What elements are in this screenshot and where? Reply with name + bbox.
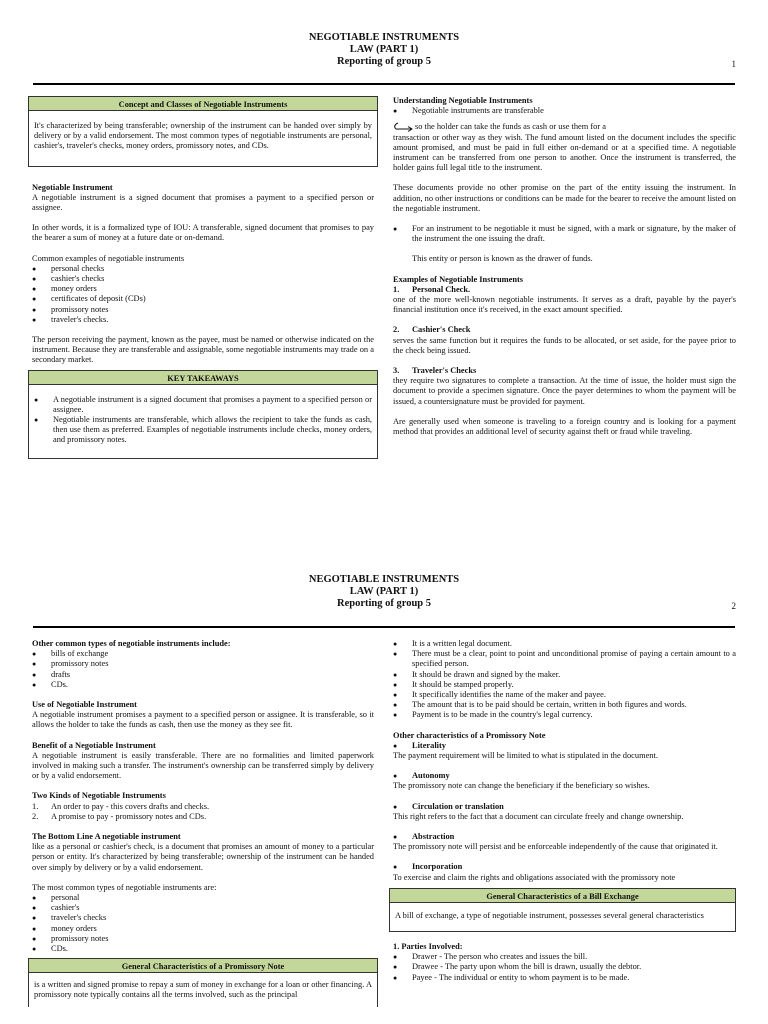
negotiable-instrument-text: A negotiable instrument is a signed document that promises a payment to a specified person or assignee. [32,192,374,213]
promissory-box-title: General Characteristics of a Promissory Note [28,958,378,973]
right-column [393,96,736,437]
concept-box-title: Concept and Classes of Negotiable Instruments [28,96,378,111]
use-heading: Use of Negotiable Instrument [32,700,137,710]
list-item: ● promissory notes [32,934,374,944]
list-item: ● certificates of deposit (CDs) [32,294,374,304]
examples-heading: Examples of Negotiable Instruments [393,274,524,284]
header-rule [33,626,735,628]
example-2-number: 2. [393,325,400,335]
example-1-label: Personal Check. [412,284,471,294]
key-takeaways-title: KEY TAKEAWAYS [28,370,378,385]
bill-box-text: A bill of exchange, a type of negotiable instrument, possesses several general characteristics [395,910,704,920]
other-types-heading: Other common types of negotiable instruments include: [32,639,231,648]
benefit-heading: Benefit of a Negotiable Instrument [32,740,156,750]
bottom-line-heading: The Bottom Line A negotiable instrument [32,832,181,842]
bill-box-title: General Characteristics of a Bill Exchange [389,888,736,903]
list-item: ● CDs. [32,944,374,954]
characteristic-title: ● Literality [393,741,736,751]
bottom-line-text: like as a personal or cashier's check, is a document that promises an amount of money to a particular person or entity. It's characterized by being transferable; ownership of the instrument can be handed over simply by delivery or by a valid endorsement. [32,842,374,872]
list-item: ● cashier's checks [32,274,374,284]
list-item: ● Negotiable instruments are transferable, which allows the recipient to take the funds as cash, then use them as preferred. Examples of negotiable instruments include checks, money orders, and promissory notes. [34,415,372,446]
example-3-text: they require two signatures to complete a transaction. At the time of issue, the holder must sign the document to provide a specimen signature. Once the payer determines to whom the payment will be issued, a countersignature must be provided for payment. [393,376,736,406]
list-item: ● promissory notes [32,659,374,669]
header-title: NEGOTIABLE INSTRUMENTS [308,574,460,585]
example-1-title [393,285,736,295]
characteristic-text: The promissory note will persist and be enforceable independently of the cause that originated it. [393,842,718,852]
list-item [32,802,374,812]
no-other-promise-text: These documents provide no other promise on the part of the entity issuing the instrument. In addition, no other instructions or conditions can be made for the bearer to receive the amount listed on the negotiable instrument. [393,183,736,213]
other-types-list [32,649,374,690]
left-column [28,639,378,1007]
page-2 [0,568,768,1024]
list-item: ● It is a written legal document. [393,639,736,649]
example-3-title [393,366,736,376]
page-number: 2 [731,601,736,611]
list-item: ● drafts [32,670,374,680]
arrow-text: so the holder can take the funds as cash or use them for a [415,122,606,132]
list-item: ● For an instrument to be negotiable it must be signed, with a mark or signature, by the maker of the instrument the one issuing the draft. [393,224,736,244]
example-2-title [393,325,736,335]
promissory-bullets [393,639,736,721]
use-text: A negotiable instrument promises a payment to a specified person or assignee. It is transferable, so it allows the holder to take the funds as cash, then use the money as they see fit. [32,710,374,730]
list-item: ● money orders [32,284,374,294]
list-number: 2. [32,811,39,821]
list-number: 1. [32,801,39,811]
list-item: ● It specifically identifies the name of the maker and payee. [393,690,736,700]
example-2-label: Cashier's Check [412,325,471,335]
bill-exchange-box [389,888,736,932]
understanding-text: transaction or other way as they wish. The fund amount listed on the document includes the specific amount promised, and must be paid in full either on-demand or at a specified time. A negotiable instrument can be transferred from one person to another. Once the instrument is transferred, the holder gains full legal title to the instrument. [393,132,736,173]
characteristic-text: The promissory note can change the beneficiary if the beneficiary so wishes. [393,781,650,791]
other-characteristics-heading: Other characteristics of a Promissory Note [393,730,546,740]
characteristic-title: ● Autonomy [393,771,736,781]
header-subtitle: LAW (PART 1) [349,586,419,597]
list-item: ● traveler's checks. [32,315,374,325]
list-item: ● personal [32,893,374,903]
page-header [0,32,768,68]
header-subtitle: LAW (PART 1) [349,44,419,55]
list-item: ● bills of exchange [32,649,374,659]
page-header [0,574,768,610]
arrow-line [393,122,736,132]
list-item: ● There must be a clear, point to point and unconditional promise of paying a certain amount to a specified person. [393,649,736,669]
takeaways-list [34,395,372,446]
most-common-list [32,893,374,954]
two-kinds-list [32,802,374,822]
header-rule [33,83,735,85]
examples-intro: Common examples of negotiable instruments [32,253,185,263]
list-text: A promise to pay - promissory notes and CDs. [51,811,207,821]
header-title: NEGOTIABLE INSTRUMENTS [308,32,460,43]
parties-heading: 1. Parties Involved: [393,942,463,952]
promissory-note-box [28,958,378,1006]
list-item: ● cashier's [32,903,374,913]
concept-box [28,96,378,167]
header-group: Reporting of group 5 [336,598,432,609]
header-group: Reporting of group 5 [336,56,432,67]
right-column [393,639,736,983]
curved-arrow-icon [393,122,415,132]
parties-list [393,952,736,983]
characteristic-text: The payment requirement will be limited to what is stipulated in the document. [393,751,658,761]
list-item: ● It should be drawn and signed by the maker. [393,670,736,680]
list-item: ● The amount that is to be paid should be certain, written in both figures and words. [393,700,736,710]
list-item: ● It should be stamped properly. [393,680,736,690]
example-2-text: serves the same function but it requires the funds to be allocated, or set aside, for the payee prior to the check being issued. [393,335,736,355]
understanding-heading: Understanding Negotiable Instruments [393,96,533,105]
payee-text: The person receiving the payment, known as the payee, must be named or otherwise indicated on the instrument. Because they are transferable and assignable, some negotiable instruments may trade on a secondary market. [32,335,374,365]
list-item: ● CDs. [32,680,374,690]
key-takeaways-box [28,370,378,459]
list-item: ● Negotiable instruments are transferable [393,106,736,116]
page-number: 1 [731,59,736,69]
promissory-box-text: is a written and signed promise to repay a sum of money in exchange for a loan or other financing. A promissory note typically contains all the terms involved, such as the principal [34,980,372,1000]
list-item: ● traveler's checks [32,913,374,923]
example-1-text: one of the more well-known negotiable instruments. It serves as a draft, payable by the payer's financial institution once it's received, in the exact amount specified. [393,295,736,315]
characteristic-title: ● Incorporation [393,862,736,872]
most-common-intro: The most common types of negotiable instruments are: [32,882,217,892]
list-item: ● Payment is to be made in the country's legal currency. [393,710,736,720]
list-item: ● Drawer - The person who creates and issues the bill. [393,952,736,962]
example-3-text-2: Are generally used when someone is traveling to a foreign country and is looking for a payment method that provides an additional level of security against theft or fraud while traveling. [393,416,736,437]
benefit-text: A negotiable instrument is easily transferable. There are no formalities and limited paperwork involved in making such a transfer. The instrument's ownership can be transferred simply by delivery or by a valid endorsement. [32,750,374,781]
list-item: ● Drawee - The party upon whom the bill is drawn, usually the debtor. [393,962,736,972]
list-item: ● money orders [32,924,374,934]
concept-box-text: It's characterized by being transferable; ownership of the instrument can be handed over simply by delivery or by a valid endorsement. The most common types of negotiable instruments are personal, cashier's, traveler's checks, money orders, promissory notes, and CDs. [34,121,372,151]
list-item: ● Payee - The individual or entity to whom payment is to be made. [393,973,736,983]
characteristic-title: ● Circulation or translation [393,802,736,812]
drawer-text: This entity or person is known as the drawer of funds. [412,254,593,264]
list-item [32,812,374,822]
characteristic-text: To exercise and claim the rights and obligations associated with the promissory note [393,872,676,882]
list-text: An order to pay - this covers drafts and checks. [51,801,210,811]
examples-list [32,264,374,325]
left-column [28,96,378,459]
example-3-number: 3. [393,366,400,376]
iou-text: In other words, it is a formalized type of IOU: A transferable, signed document that promises to pay the bearer a sum of money at a future date or on-demand. [32,223,374,243]
characteristic-text: This right refers to the fact that a document can circulate freely and change ownership. [393,811,684,821]
characteristic-title: ● Abstraction [393,832,736,842]
list-item: ● A negotiable instrument is a signed document that promises a payment to a specified person or assignee. [34,395,372,415]
list-item: ● promissory notes [32,305,374,315]
negotiable-instrument-heading: Negotiable Instrument [32,182,113,192]
example-3-label: Traveler's Checks [412,366,477,376]
two-kinds-heading: Two Kinds of Negotiable Instruments [32,791,166,801]
example-1-number: 1. [393,284,400,294]
list-item: ● personal checks [32,264,374,274]
